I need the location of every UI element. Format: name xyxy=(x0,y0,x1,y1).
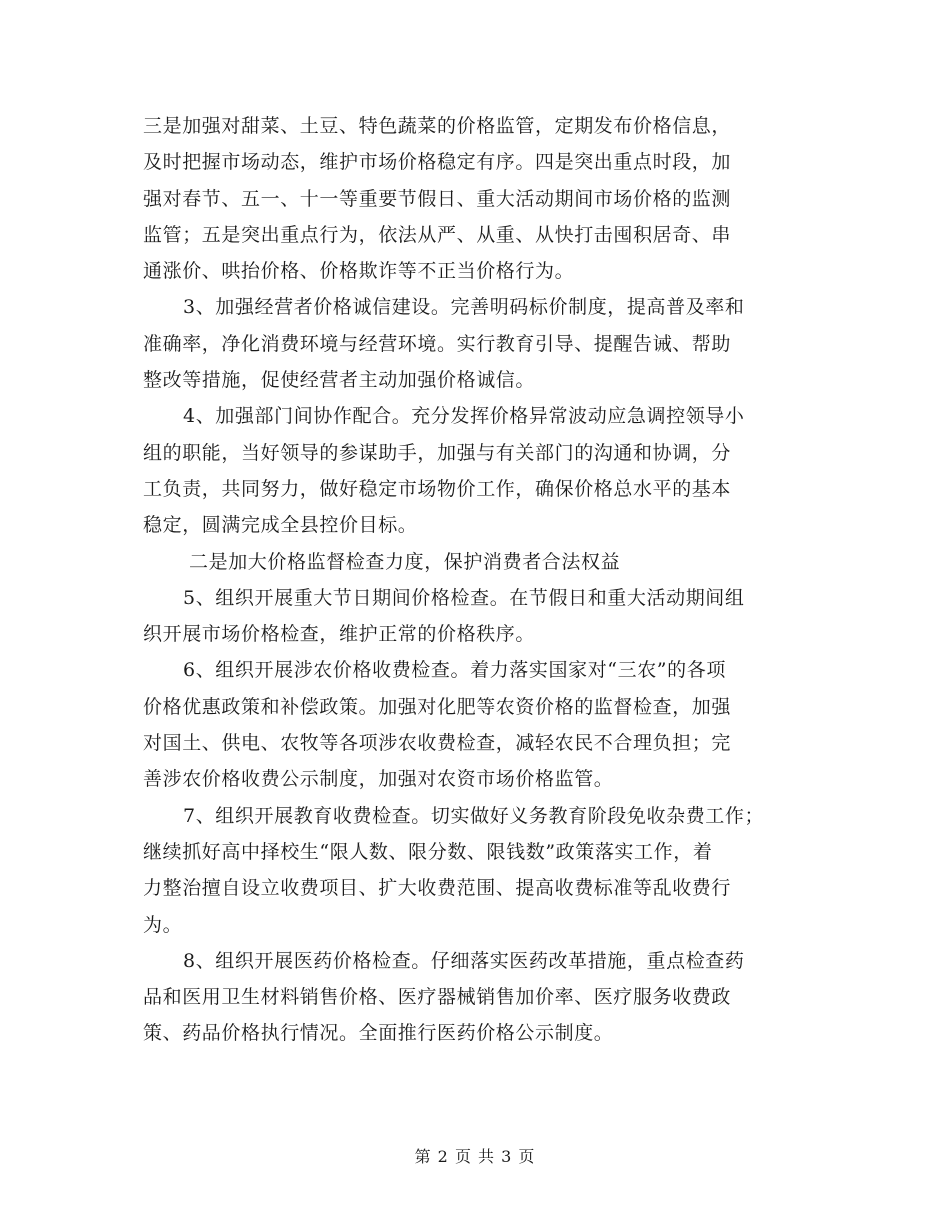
text-line: 通涨价、哄抬价格、价格欺诈等不正当价格行为。 xyxy=(143,260,575,283)
text-line: 7、组织开展教育收费检查。切实做好义务教育阶段免收杂费工作； xyxy=(183,804,765,827)
text-line: 5、组织开展重大节日期间价格检查。在节假日和重大活动期间组 xyxy=(183,586,745,609)
text-line: 4、加强部门间协作配合。充分发挥价格异常波动应急调控领导小 xyxy=(183,405,745,428)
text-line: 6、组织开展涉农价格收费检查。着力落实国家对“三农”的各项 xyxy=(183,659,726,682)
text-line: 3、加强经营者价格诚信建设。完善明码标价制度，提高普及率和 xyxy=(183,296,745,319)
text-line: 继续抓好高中择校生“限人数、限分数、限钱数”政策落实工作，着 xyxy=(143,840,713,863)
text-line: 及时把握市场动态，维护市场价格稳定有序。四是突出重点时段，加 xyxy=(143,151,732,174)
text-line: 织开展市场价格检查，维护正常的价格秩序。 xyxy=(143,623,536,646)
text-line: 品和医用卫生材料销售价格、医疗器械销售加价率、医疗服务收费政 xyxy=(143,986,732,1009)
text-line: 强对春节、五一、十一等重要节假日、重大活动期间市场价格的监测 xyxy=(143,187,732,210)
text-line: 为。 xyxy=(143,913,183,936)
text-line: 整改等措施，促使经营者主动加强价格诚信。 xyxy=(143,369,536,392)
page-footer: 第 2 页 共 3 页 xyxy=(414,1147,536,1166)
text-line: 稳定，圆满完成全县控价目标。 xyxy=(143,514,418,537)
text-line: 力整治擅自设立收费项目、扩大收费范围、提高收费标准等乱收费行 xyxy=(143,877,732,900)
text-line: 8、组织开展医药价格检查。仔细落实医药改革措施，重点检查药 xyxy=(183,949,745,972)
text-line: 善涉农价格收费公示制度，加强对农资市场价格监管。 xyxy=(143,768,614,791)
section-heading: 二是加大价格监督检查力度，保护消费者合法权益 xyxy=(189,550,621,573)
text-line: 策、药品价格执行情况。全面推行医药价格公示制度。 xyxy=(143,1022,614,1045)
text-line: 工负责，共同努力，做好稳定市场物价工作，确保价格总水平的基本 xyxy=(143,477,732,500)
text-line: 准确率，净化消费环境与经营环境。实行教育引导、提醒告诫、帮助 xyxy=(143,332,732,355)
text-line: 三是加强对甜菜、土豆、特色蔬菜的价格监管，定期发布价格信息， xyxy=(143,115,732,137)
text-line: 对国土、供电、农牧等各项涉农收费检查，减轻农民不合理负担；完 xyxy=(143,732,732,755)
text-line: 监管；五是突出重点行为，依法从严、从重、从快打击囤积居奇、串 xyxy=(143,223,732,246)
text-line: 价格优惠政策和补偿政策。加强对化肥等农资价格的监督检查，加强 xyxy=(143,695,732,718)
document-body xyxy=(143,108,813,1052)
text-line: 组的职能，当好领导的参谋助手，加强与有关部门的沟通和协调，分 xyxy=(143,441,732,464)
